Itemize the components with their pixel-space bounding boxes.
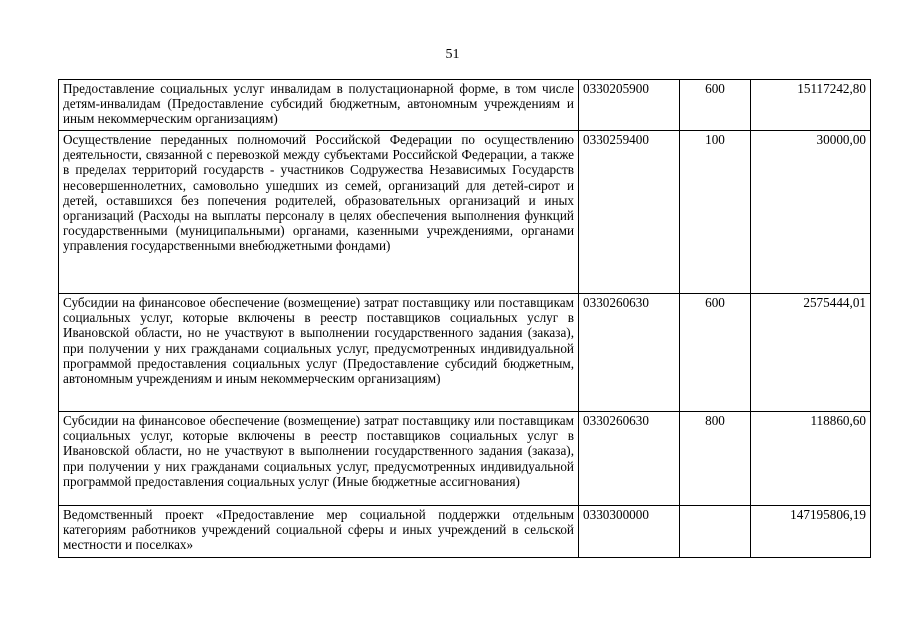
row-amount-cell: 2575444,01	[751, 294, 871, 412]
row-code-cell: 0330260630	[579, 412, 680, 506]
row-name-cell: Субсидии на финансовое обеспечение (возмещение) затрат поставщику или поставщикам социальных услуг, которые включены в реестр поставщиков социальных услуг в Ивановской области, но не участвуют в выполнении государственного задания (заказа), при получении у них гражданами социальных услуг, предусмотренных индивидуальной программой предоставления социальных услуг (Иные бюджетные ассигнования)	[59, 412, 579, 506]
row-expense-type-cell	[680, 506, 751, 558]
row-amount-cell: 147195806,19	[751, 506, 871, 558]
row-expense-type-cell: 800	[680, 412, 751, 506]
table-row	[59, 506, 871, 558]
row-code-cell: 0330260630	[579, 294, 680, 412]
row-amount-cell: 30000,00	[751, 131, 871, 294]
row-expense-type-cell: 600	[680, 80, 751, 131]
table-row	[59, 412, 871, 506]
row-expense-type-cell: 600	[680, 294, 751, 412]
row-name-cell: Осуществление переданных полномочий Российской Федерации по осуществлению деятельности, связанной с перевозкой между субъектами Российской Федерации, а также в пределах территорий государств - участников Содружества Независимых Государств несовершеннолетних, самовольно ушедших из семей, организаций для детей-сирот и детей, оставшихся без попечения родителей, образовательных организаций и иных организаций (Расходы на выплаты персоналу в целях обеспечения выполнения функций государственными (муниципальными) органами, казенными учреждениями, органами управления государственными внебюджетными фондами)	[59, 131, 579, 294]
table-row	[59, 294, 871, 412]
row-expense-type-cell: 100	[680, 131, 751, 294]
page-number: 51	[445, 47, 460, 62]
table-row	[59, 131, 871, 294]
row-code-cell: 0330259400	[579, 131, 680, 294]
row-name-cell: Субсидии на финансовое обеспечение (возмещение) затрат поставщику или поставщикам социальных услуг, которые включены в реестр поставщиков социальных услуг в Ивановской области, но не участвуют в выполнении государственного задания (заказа), при получении у них гражданами социальных услуг, предусмотренных индивидуальной программой предоставления социальных услуг (Предоставление субсидий бюджетным, автономным учреждениям и иным некоммерческим организациям)	[59, 294, 579, 412]
row-amount-cell: 118860,60	[751, 412, 871, 506]
budget-table	[58, 79, 871, 558]
row-name-cell: Предоставление социальных услуг инвалидам в полустационарной форме, в том числе детям-инвалидам (Предоставление субсидий бюджетным, автономным учреждениям и иным некоммерческим организациям)	[59, 80, 579, 131]
row-name-cell: Ведомственный проект «Предоставление мер социальной поддержки отдельным категориям работников учреждений социальной сферы и иных учреждений в сельской местности и поселках»	[59, 506, 579, 558]
table-row	[59, 80, 871, 131]
row-code-cell: 0330300000	[579, 506, 680, 558]
row-amount-cell: 15117242,80	[751, 80, 871, 131]
row-code-cell: 0330205900	[579, 80, 680, 131]
